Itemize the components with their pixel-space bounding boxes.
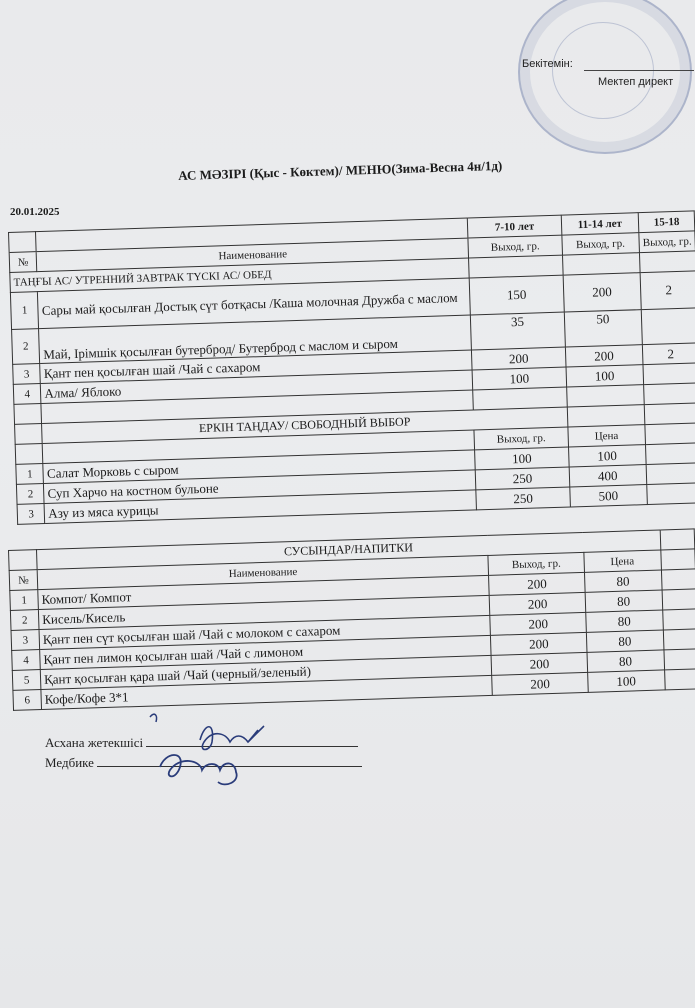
dish-name: Алма/ Яблоко <box>41 370 473 404</box>
drinks-section: СУСЫНДАР/НАПИТКИ <box>37 530 661 570</box>
drink-price: 80 <box>585 590 662 612</box>
corner-cell <box>9 232 37 253</box>
drink-price: 80 <box>587 650 664 672</box>
col-output-3: Выход, гр. <box>639 231 695 253</box>
page-title: АС МӘЗІРІ (Қыс - Көктем)/ МЕНЮ(Зима-Весна 4н/1д) <box>178 157 503 183</box>
drink-out: 200 <box>492 672 588 695</box>
dish-name: Қант пен қосылған шай /Чай с сахаром <box>40 350 472 384</box>
col-output-1: Выход, гр. <box>468 235 562 258</box>
dish-out-1: 150 <box>470 275 564 315</box>
drink-name: Қант қосылған қара шай /Чай (черный/зеленый) <box>40 655 492 689</box>
cook-label: Асхана жетекшісі <box>45 735 144 750</box>
approve-label: Бекітемін: <box>522 58 573 70</box>
dish-name: Салат Морковь с сыром <box>43 450 475 484</box>
row-no: 1 <box>10 590 39 611</box>
row-no: 2 <box>12 329 41 365</box>
row-no: 3 <box>11 630 40 651</box>
col-no: № <box>9 570 38 591</box>
row-no: 3 <box>17 503 45 524</box>
dish-price: 500 <box>569 485 647 507</box>
free-col-output: Выход, гр. <box>474 427 568 450</box>
dish-price: 100 <box>568 445 646 467</box>
drink-price: 80 <box>586 610 663 632</box>
drink-out: 200 <box>489 572 585 595</box>
drink-name: Қант пен сүт қосылған шай /Чай с молоком с сахаром <box>39 615 491 649</box>
drink-price: 100 <box>587 670 664 692</box>
dish-name: Азу из мяса курицы <box>44 490 476 524</box>
drink-out: 200 <box>490 612 586 635</box>
dish-name: Суп Харчо на костном бульоне <box>44 470 476 504</box>
age-header-3: 15-18 <box>638 211 694 233</box>
dish-out: 250 <box>476 467 570 490</box>
dish-name: Май, Ірімшік қосылған бутерброд/ Бутерброд с маслом и сыром <box>39 315 472 364</box>
dish-price: 400 <box>569 465 647 487</box>
col-output: Выход, гр. <box>488 552 584 575</box>
nurse-label: Медбике <box>45 755 94 770</box>
dish-out-2: 100 <box>566 365 644 387</box>
dish-out: 100 <box>475 447 569 470</box>
breakfast-section: ТАҢҒЫ АС/ УТРЕННИЙ ЗАВТРАК ТҮСКІ АС/ ОБЕД <box>10 258 470 292</box>
handwritten-signature <box>140 712 280 792</box>
drink-name: Қант пен лимон қосылған шай /Чай с лимоном <box>40 635 492 669</box>
approve-position: Мектеп директ <box>598 76 674 88</box>
breakfast-table <box>8 210 695 524</box>
menu-date: 20.01.2025 <box>10 206 60 218</box>
drink-out: 200 <box>491 652 587 675</box>
row-no: 4 <box>12 650 41 671</box>
dish-out-3 <box>641 308 695 345</box>
age-header-1: 7-10 лет <box>468 215 562 238</box>
drink-out: 200 <box>491 632 587 655</box>
row-no: 1 <box>10 292 39 330</box>
drinks-table-wrap <box>8 528 695 710</box>
dish-name: Сары май қосылған Достық сүт ботқасы /Каша молочная Дружба с маслом <box>38 278 471 329</box>
drink-price: 80 <box>586 630 663 652</box>
col-name: Наименование <box>37 555 489 589</box>
col-output-2: Выход, гр. <box>561 233 639 255</box>
dish-out-3 <box>643 363 695 385</box>
drinks-table <box>8 528 695 710</box>
col-no: № <box>9 252 37 273</box>
dish-out-1: 200 <box>472 347 566 370</box>
dish-out-2: 50 <box>564 310 643 347</box>
age-header-2: 11-14 лет <box>561 213 639 235</box>
free-col-price: Цена <box>567 425 645 447</box>
dish-out-3: 2 <box>640 271 695 310</box>
row-no: 2 <box>16 483 44 504</box>
approve-line <box>584 70 694 71</box>
col-name: Наименование <box>37 238 469 272</box>
dish-out: 250 <box>476 487 570 510</box>
drink-name: Компот/ Компот <box>38 575 490 609</box>
dish-out-1: 35 <box>471 312 565 350</box>
dish-out-2: 200 <box>565 345 643 367</box>
row-no: 2 <box>10 610 39 631</box>
breakfast-table-wrap <box>8 210 695 524</box>
row-no: 6 <box>13 690 42 711</box>
row-no: 3 <box>13 364 41 385</box>
drink-name: Кисель/Кисель <box>38 595 490 629</box>
dish-out-2: 200 <box>563 273 642 312</box>
drink-out: 200 <box>490 592 586 615</box>
row-no: 4 <box>13 384 41 405</box>
dish-out-3: 2 <box>642 343 695 365</box>
drink-price: 80 <box>584 570 661 592</box>
row-no: 5 <box>12 670 41 691</box>
row-no: 1 <box>16 464 44 485</box>
free-choice-section: ЕРКІН ТАҢДАУ/ СВОБОДНЫЙ ВЫБОР <box>42 407 567 443</box>
dish-out-1: 100 <box>472 367 566 390</box>
col-price: Цена <box>584 550 661 572</box>
drink-name: Кофе/Кофе 3*1 <box>41 675 493 709</box>
